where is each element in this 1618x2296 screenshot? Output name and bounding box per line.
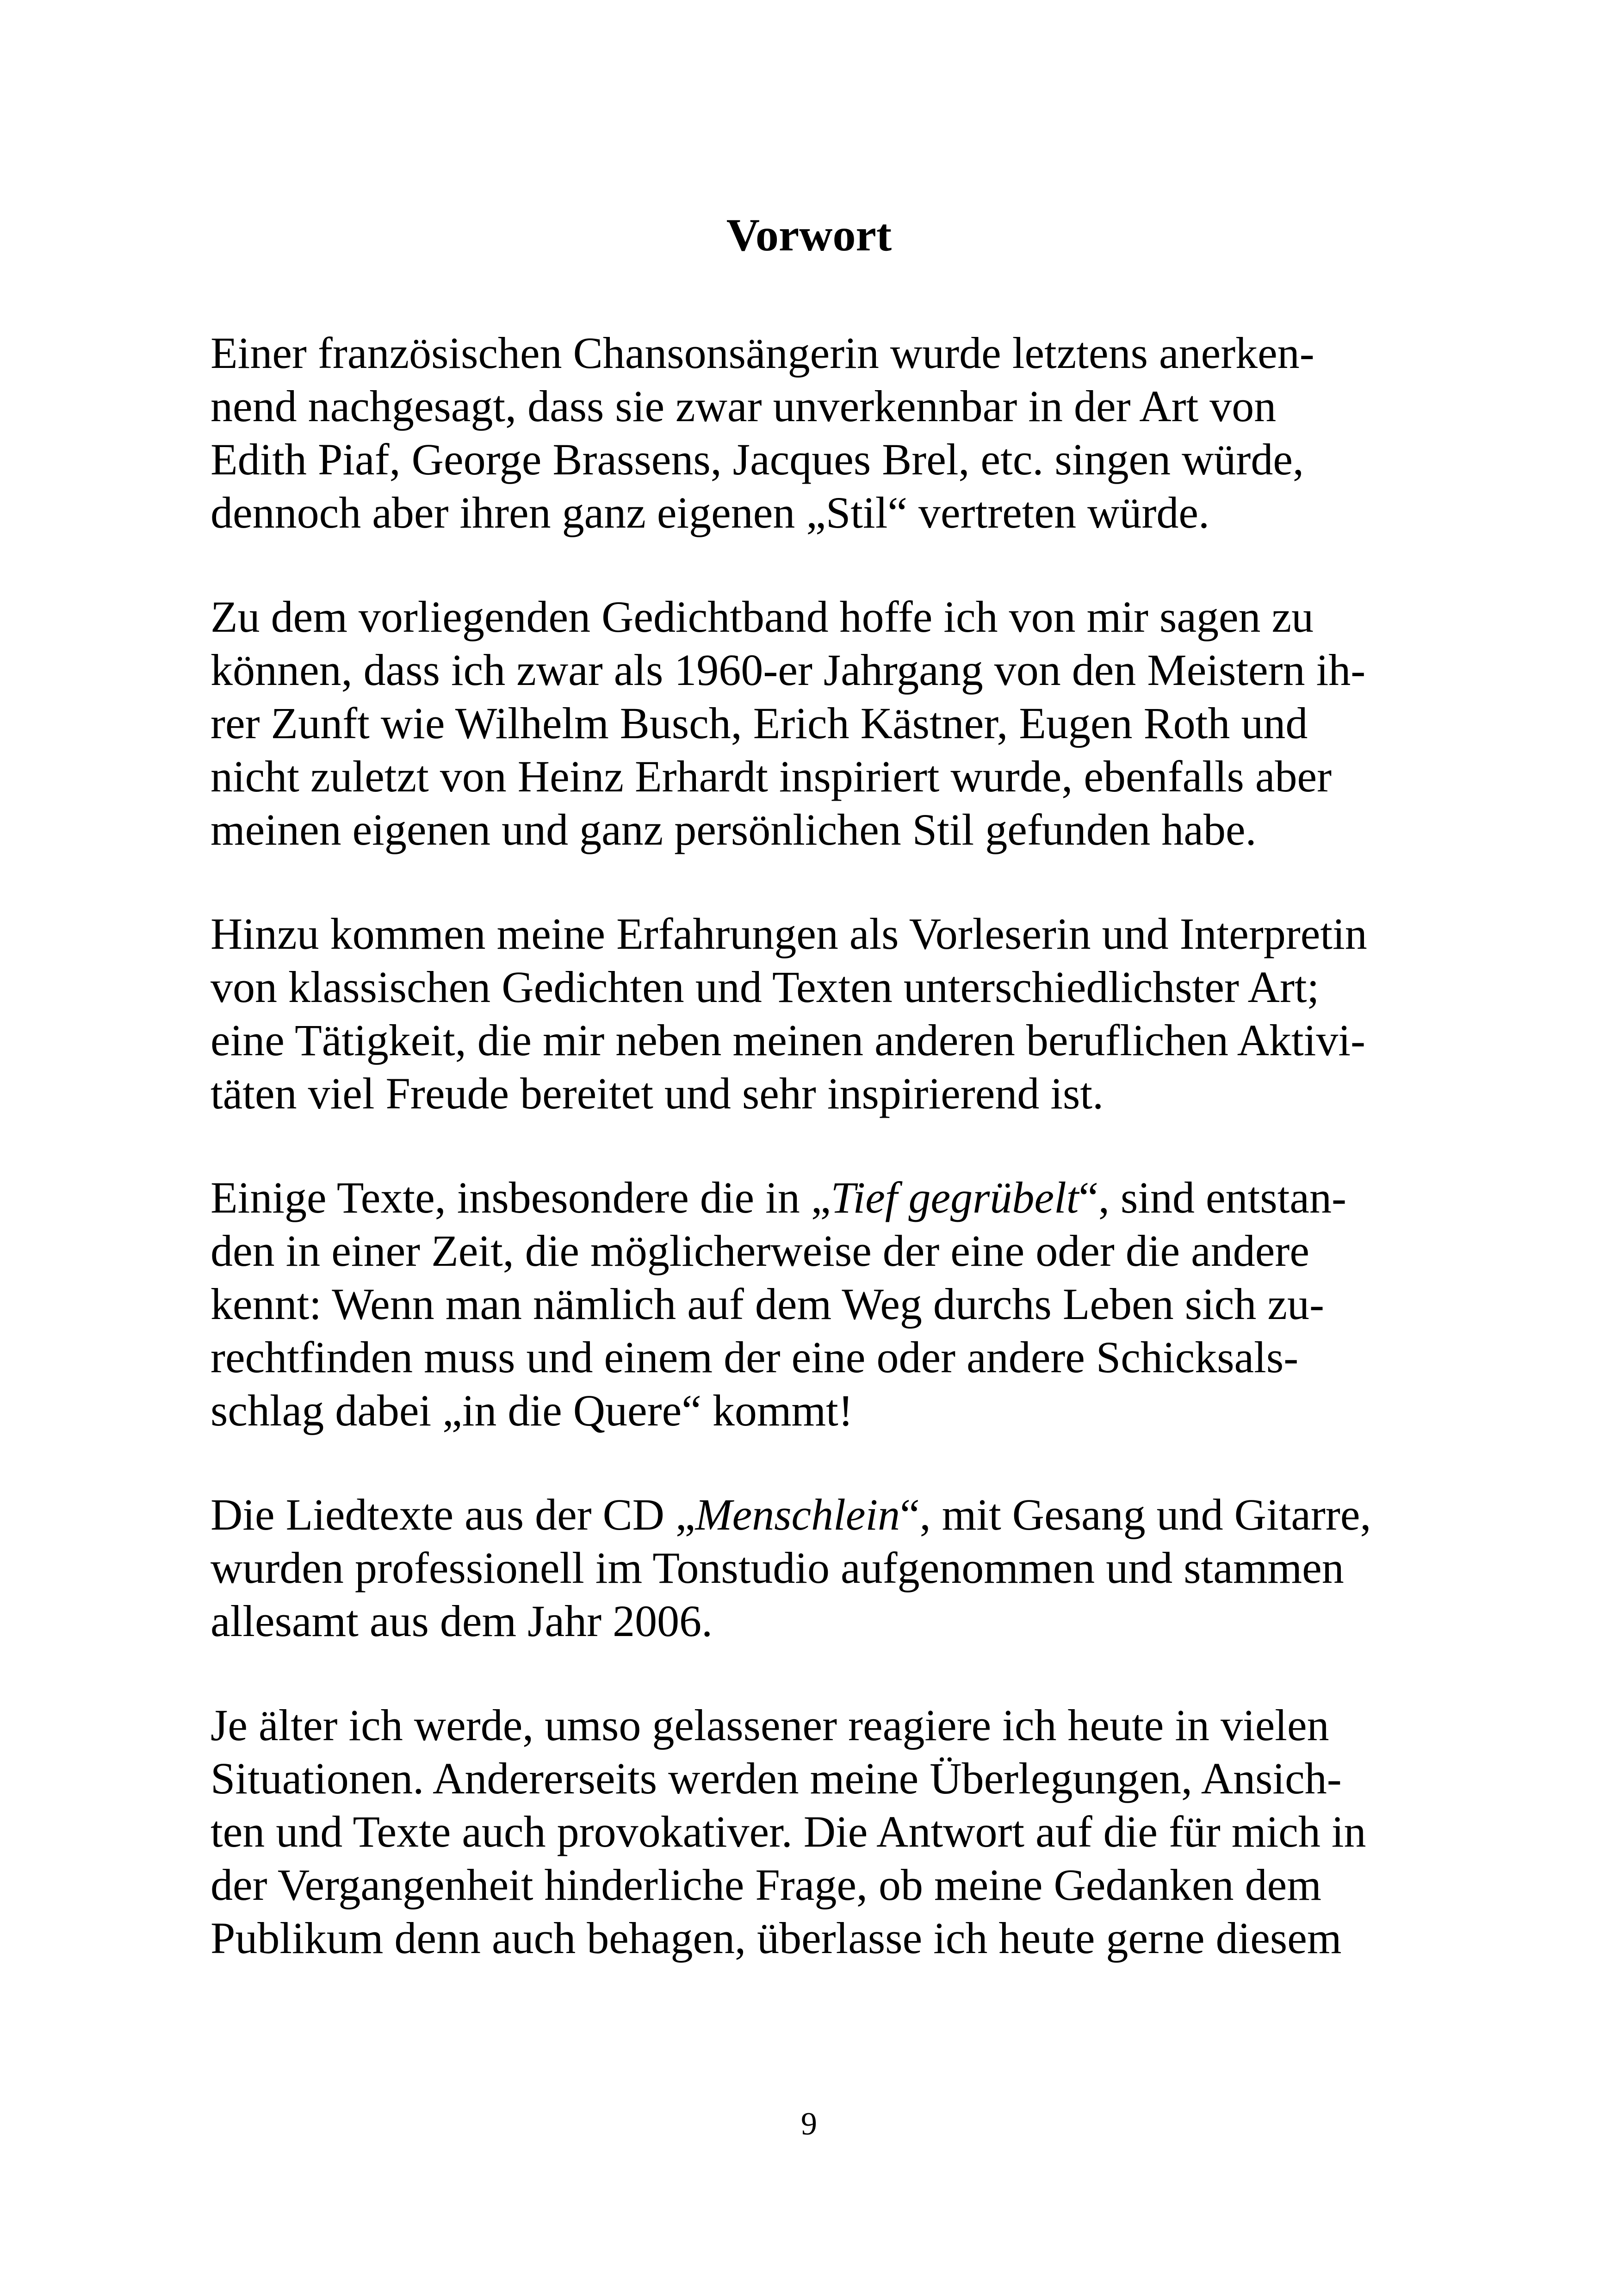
text-line: kennt: Wenn man nämlich auf dem Weg durchs Leben sich zu- [211, 1279, 1324, 1329]
text-line: nend nachgesagt, dass sie zwar unverkennbar in der Art von [211, 381, 1277, 431]
paragraph-6 [211, 1699, 1366, 1965]
text-line: ten und Texte auch provokativer. Die Antwort auf die für mich in [211, 1807, 1366, 1856]
text-segment: “, sind entstan- [1079, 1173, 1346, 1222]
text-line: nicht zuletzt von Heinz Erhardt inspiriert wurde, ebenfalls aber [211, 752, 1332, 801]
text-line: rechtfinden muss und einem der eine oder andere Schicksals- [211, 1332, 1299, 1382]
text-line: Edith Piaf, George Brassens, Jacques Brel, etc. singen würde, [211, 435, 1304, 484]
text-line: rer Zunft wie Wilhelm Busch, Erich Kästner, Eugen Roth und [211, 698, 1308, 748]
text-line: meinen eigenen und ganz persönlichen Stil gefunden habe. [211, 805, 1257, 854]
text-line: Hinzu kommen meine Erfahrungen als Vorleserin und Interpretin [211, 909, 1367, 958]
paragraph-2 [211, 590, 1365, 856]
text-segment: “, mit Gesang und Gitarre, [900, 1490, 1371, 1539]
paragraph-1 [211, 326, 1314, 539]
italic-title: Tief gegrübelt [831, 1173, 1079, 1222]
text-line: Publikum denn auch behagen, überlasse ich heute gerne diesem [211, 1913, 1342, 1963]
text-segment: Einige Texte, insbesondere die in „ [211, 1173, 831, 1222]
text-line: den in einer Zeit, die möglicherweise der eine oder die andere [211, 1226, 1309, 1276]
text-line: eine Tätigkeit, die mir neben meinen anderen beruflichen Aktivi- [211, 1015, 1365, 1065]
paragraph-4 [211, 1171, 1346, 1437]
text-line: Zu dem vorliegenden Gedichtband hoffe ich von mir sagen zu [211, 592, 1314, 641]
page-title: Vorwort [726, 209, 892, 261]
text-line: von klassischen Gedichten und Texten unterschiedlichster Art; [211, 962, 1320, 1012]
text-line: können, dass ich zwar als 1960-er Jahrgang von den Meistern ih- [211, 645, 1366, 695]
page-number: 9 [801, 2106, 817, 2142]
paragraph-3 [211, 907, 1367, 1120]
text-line: Situationen. Andererseits werden meine Überlegungen, Ansich- [211, 1754, 1342, 1803]
text-line: allesamt aus dem Jahr 2006. [211, 1596, 713, 1646]
text-line: Je älter ich werde, umso gelassener reagiere ich heute in vielen [211, 1700, 1329, 1750]
text-line [211, 1171, 1346, 1224]
text-line: schlag dabei „in die Quere“ kommt! [211, 1386, 853, 1435]
text-segment: Die Liedtexte aus der CD „ [211, 1490, 695, 1539]
text-line: dennoch aber ihren ganz eigenen „Stil“ vertreten würde. [211, 488, 1210, 537]
text-line: Einer französischen Chansonsängerin wurde letztens anerken- [211, 328, 1314, 378]
text-line [211, 1488, 1371, 1541]
paragraph-5 [211, 1488, 1371, 1648]
text-line: täten viel Freude bereitet und sehr inspirierend ist. [211, 1069, 1104, 1118]
text-line: der Vergangenheit hinderliche Frage, ob meine Gedanken dem [211, 1860, 1321, 1910]
italic-title: Menschlein [695, 1490, 900, 1539]
text-line: wurden professionell im Tonstudio aufgenommen und stammen [211, 1543, 1344, 1593]
